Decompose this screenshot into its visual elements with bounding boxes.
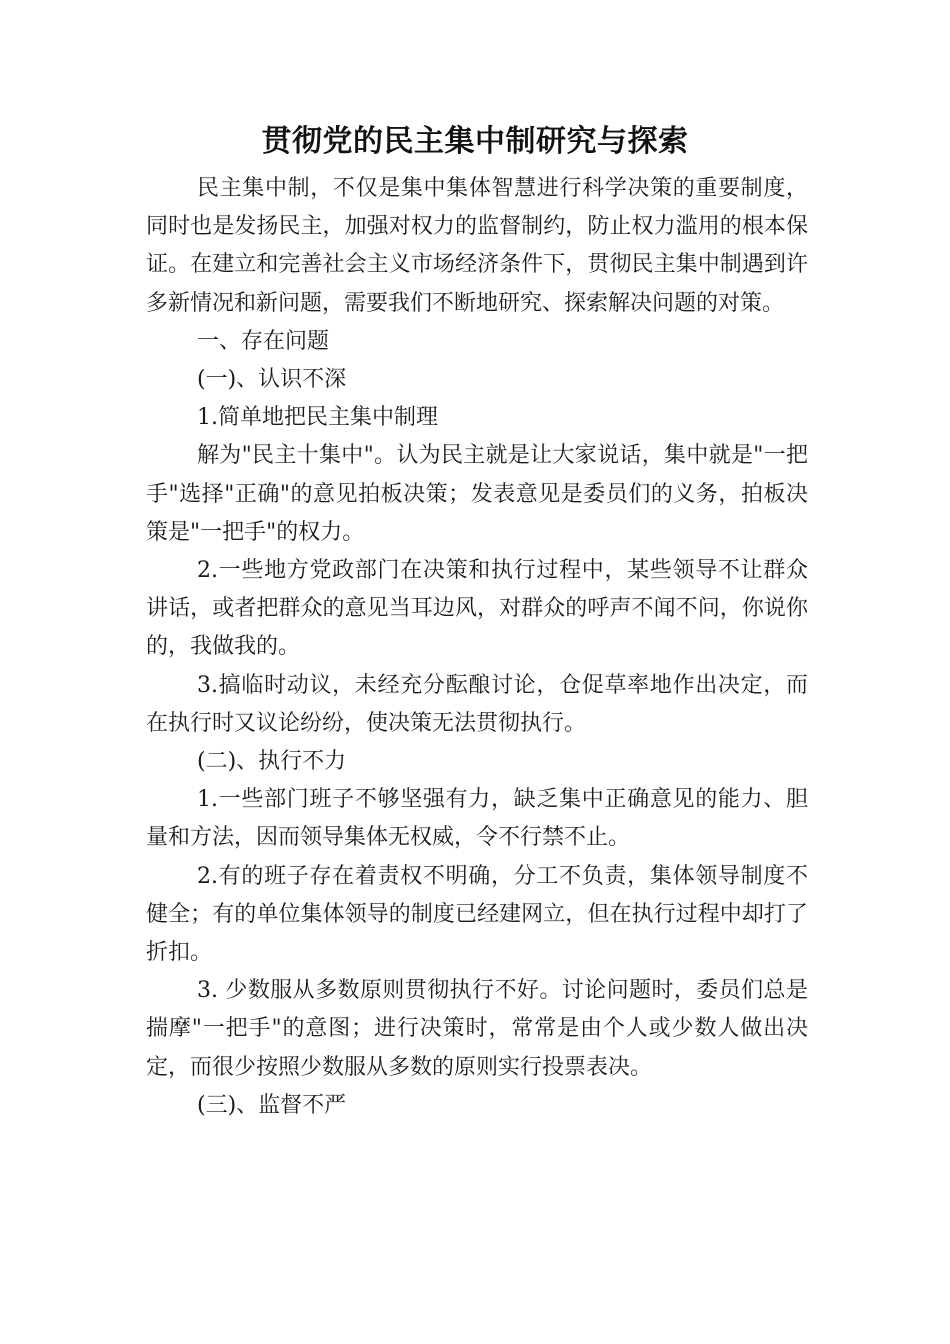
section-heading-problems: 一、存在问题 <box>197 328 330 354</box>
subsection-heading-execution: (二)、执行不力 <box>197 749 347 775</box>
item-1-paragraph: 解为"民主十集中"。认为民主就是让大家说话，集中就是"一把手"选择"正确"的意见拍板决策；发表意见是委员们的义务，拍板决策是"一把手"的权力。 <box>146 443 808 545</box>
subsection-heading-understanding: (一)、认识不深 <box>197 367 347 393</box>
execution-item-3-paragraph: 3. 少数服从多数原则贯彻执行不好。讨论问题时，委员们总是揣摩"一把手"的意图；进行决策时，常常是由个人或少数人做出决定，而很少按照少数服从多数的原则实行投票表决。 <box>146 978 808 1080</box>
intro-paragraph: 民主集中制，不仅是集中集体智慧进行科学决策的重要制度，同时也是发扬民主，加强对权力的监督制约，防止权力滥用的根本保证。在建立和完善社会主义市场经济条件下，贯彻民主集中制遇到许多新情况和新问题，需要我们不断地研究、探索解决问题的对策。 <box>146 176 808 316</box>
subsection-heading-supervision: (三)、监督不严 <box>197 1092 347 1118</box>
item-2-paragraph: 2.一些地方党政部门在决策和执行过程中，某些领导不让群众讲话，或者把群众的意见当耳边风，对群众的呼声不闻不问，你说你的，我做我的。 <box>146 558 808 660</box>
execution-item-2-paragraph: 2.有的班子存在着责权不明确，分工不负责，集体领导制度不健全；有的单位集体领导的制度已经建网立，但在执行过程中却打了折扣。 <box>146 863 808 966</box>
document-title: 贯彻党的民主集中制研究与探索 <box>261 124 689 159</box>
document-body <box>146 170 808 1125</box>
item-1-heading: 1.简单地把民主集中制理 <box>197 405 438 431</box>
execution-item-1-paragraph: 1.一些部门班子不够坚强有力，缺乏集中正确意见的能力、胆量和方法，因而领导集体无权威，令不行禁不止。 <box>146 787 808 851</box>
item-3-paragraph: 3.搞临时动议，未经充分酝酿讨论，仓促草率地作出决定，而在执行时又议论纷纷，使决策无法贯彻执行。 <box>146 672 808 736</box>
